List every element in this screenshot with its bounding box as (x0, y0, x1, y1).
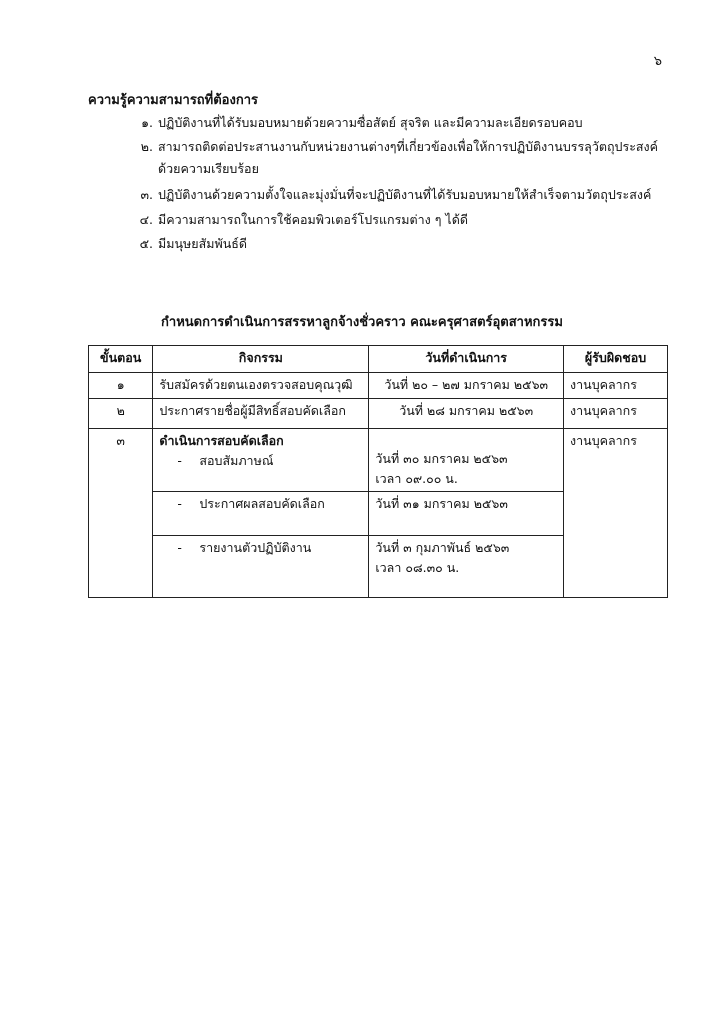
cell-date (369, 536, 564, 598)
cell-activity (153, 536, 369, 598)
sub-activity-label: รายงานตัวปฏิบัติงาน (199, 540, 312, 555)
date-line: วันที่ ๓๑ มกราคม ๒๕๖๓ (375, 496, 508, 511)
date-line: วันที่ ๓ กุมภาพันธ์ ๒๕๖๓ (375, 540, 510, 555)
sub-activity (159, 494, 362, 514)
cell-activity (153, 492, 369, 536)
schedule-table (88, 345, 668, 598)
requirement-number: ๑. (141, 115, 153, 130)
requirement-text: มีมนุษยสัมพันธ์ดี (158, 236, 247, 251)
cell-step: ๑ (89, 373, 153, 399)
header-step: ขั้นตอน (89, 346, 153, 373)
header-activity: กิจกรรม (153, 346, 369, 373)
dash-marker: - (177, 496, 182, 511)
requirement-number: ๔. (139, 212, 153, 227)
requirement-text: สามารถติดต่อประสานงานกับหน่วยงานต่างๆที่เกี่ยวข้องเพื่อให้การปฏิบัติงานบรรลุวัตถุประสงค์ (158, 139, 658, 154)
dash-marker: - (177, 453, 182, 468)
cell-step: ๓ (89, 429, 153, 598)
table-row (89, 373, 668, 399)
sub-activity (159, 538, 362, 558)
sub-activity-label: ประกาศผลสอบคัดเลือก (199, 496, 325, 511)
cell-responsible: งานบุคลากร (564, 429, 668, 598)
header-responsible: ผู้รับผิดชอบ (564, 346, 668, 373)
cell-responsible: งานบุคลากร (564, 399, 668, 429)
requirement-number: ๓. (140, 187, 153, 202)
cell-date (369, 492, 564, 536)
table-row (89, 399, 668, 429)
cell-date: วันที่ ๒๐ – ๒๗ มกราคม ๒๕๖๓ (369, 373, 564, 399)
requirement-text: ปฏิบัติงานด้วยความตั้งใจและมุ่งมั่นที่จะปฏิบัติงานที่ได้รับมอบหมายให้สำเร็จตามวัตถุประสงค์ (158, 187, 652, 202)
requirement-text: ปฏิบัติงานที่ได้รับมอบหมายด้วยความซื่อสัตย์ สุจริต และมีความละเอียดรอบคอบ (158, 115, 583, 130)
time-line: เวลา ๐๙.๐๐ น. (375, 471, 458, 486)
requirement-text: มีความสามารถในการใช้คอมพิวเตอร์โปรแกรมต่าง ๆ ได้ดี (158, 212, 468, 227)
dash-marker: - (177, 540, 182, 555)
time-line: เวลา ๐๘.๓๐ น. (375, 560, 460, 575)
sub-activity (159, 451, 362, 471)
schedule-title: กำหนดการดำเนินการสรรหาลูกจ้างชั่วคราว คณะครุศาสตร์อุตสาหกรรม (161, 315, 563, 330)
cell-activity: รับสมัครด้วยตนเองตรวจสอบคุณวุฒิ (153, 373, 369, 399)
cell-date (369, 429, 564, 492)
table-row (89, 429, 668, 492)
requirement-number: ๒. (140, 139, 153, 154)
requirements-heading: ความรู้ความสามารถที่ต้องการ (88, 93, 258, 108)
cell-step: ๒ (89, 399, 153, 429)
cell-activity: ประกาศรายชื่อผู้มีสิทธิ์สอบคัดเลือก (153, 399, 369, 429)
date-line: วันที่ ๓๐ มกราคม ๒๕๖๓ (375, 451, 508, 466)
cell-responsible: งานบุคลากร (564, 373, 668, 399)
page-number: ๖ (653, 54, 662, 69)
cell-activity (153, 429, 369, 492)
cell-date: วันที่ ๒๘ มกราคม ๒๕๖๓ (369, 399, 564, 429)
sub-activity-label: สอบสัมภาษณ์ (199, 453, 274, 468)
activity-group-heading: ดำเนินการสอบคัดเลือก (159, 433, 284, 448)
requirement-number: ๕. (139, 236, 153, 251)
header-date: วันที่ดำเนินการ (369, 346, 564, 373)
table-header-row (89, 346, 668, 373)
requirement-text-continuation: ด้วยความเรียบร้อย (158, 161, 259, 176)
